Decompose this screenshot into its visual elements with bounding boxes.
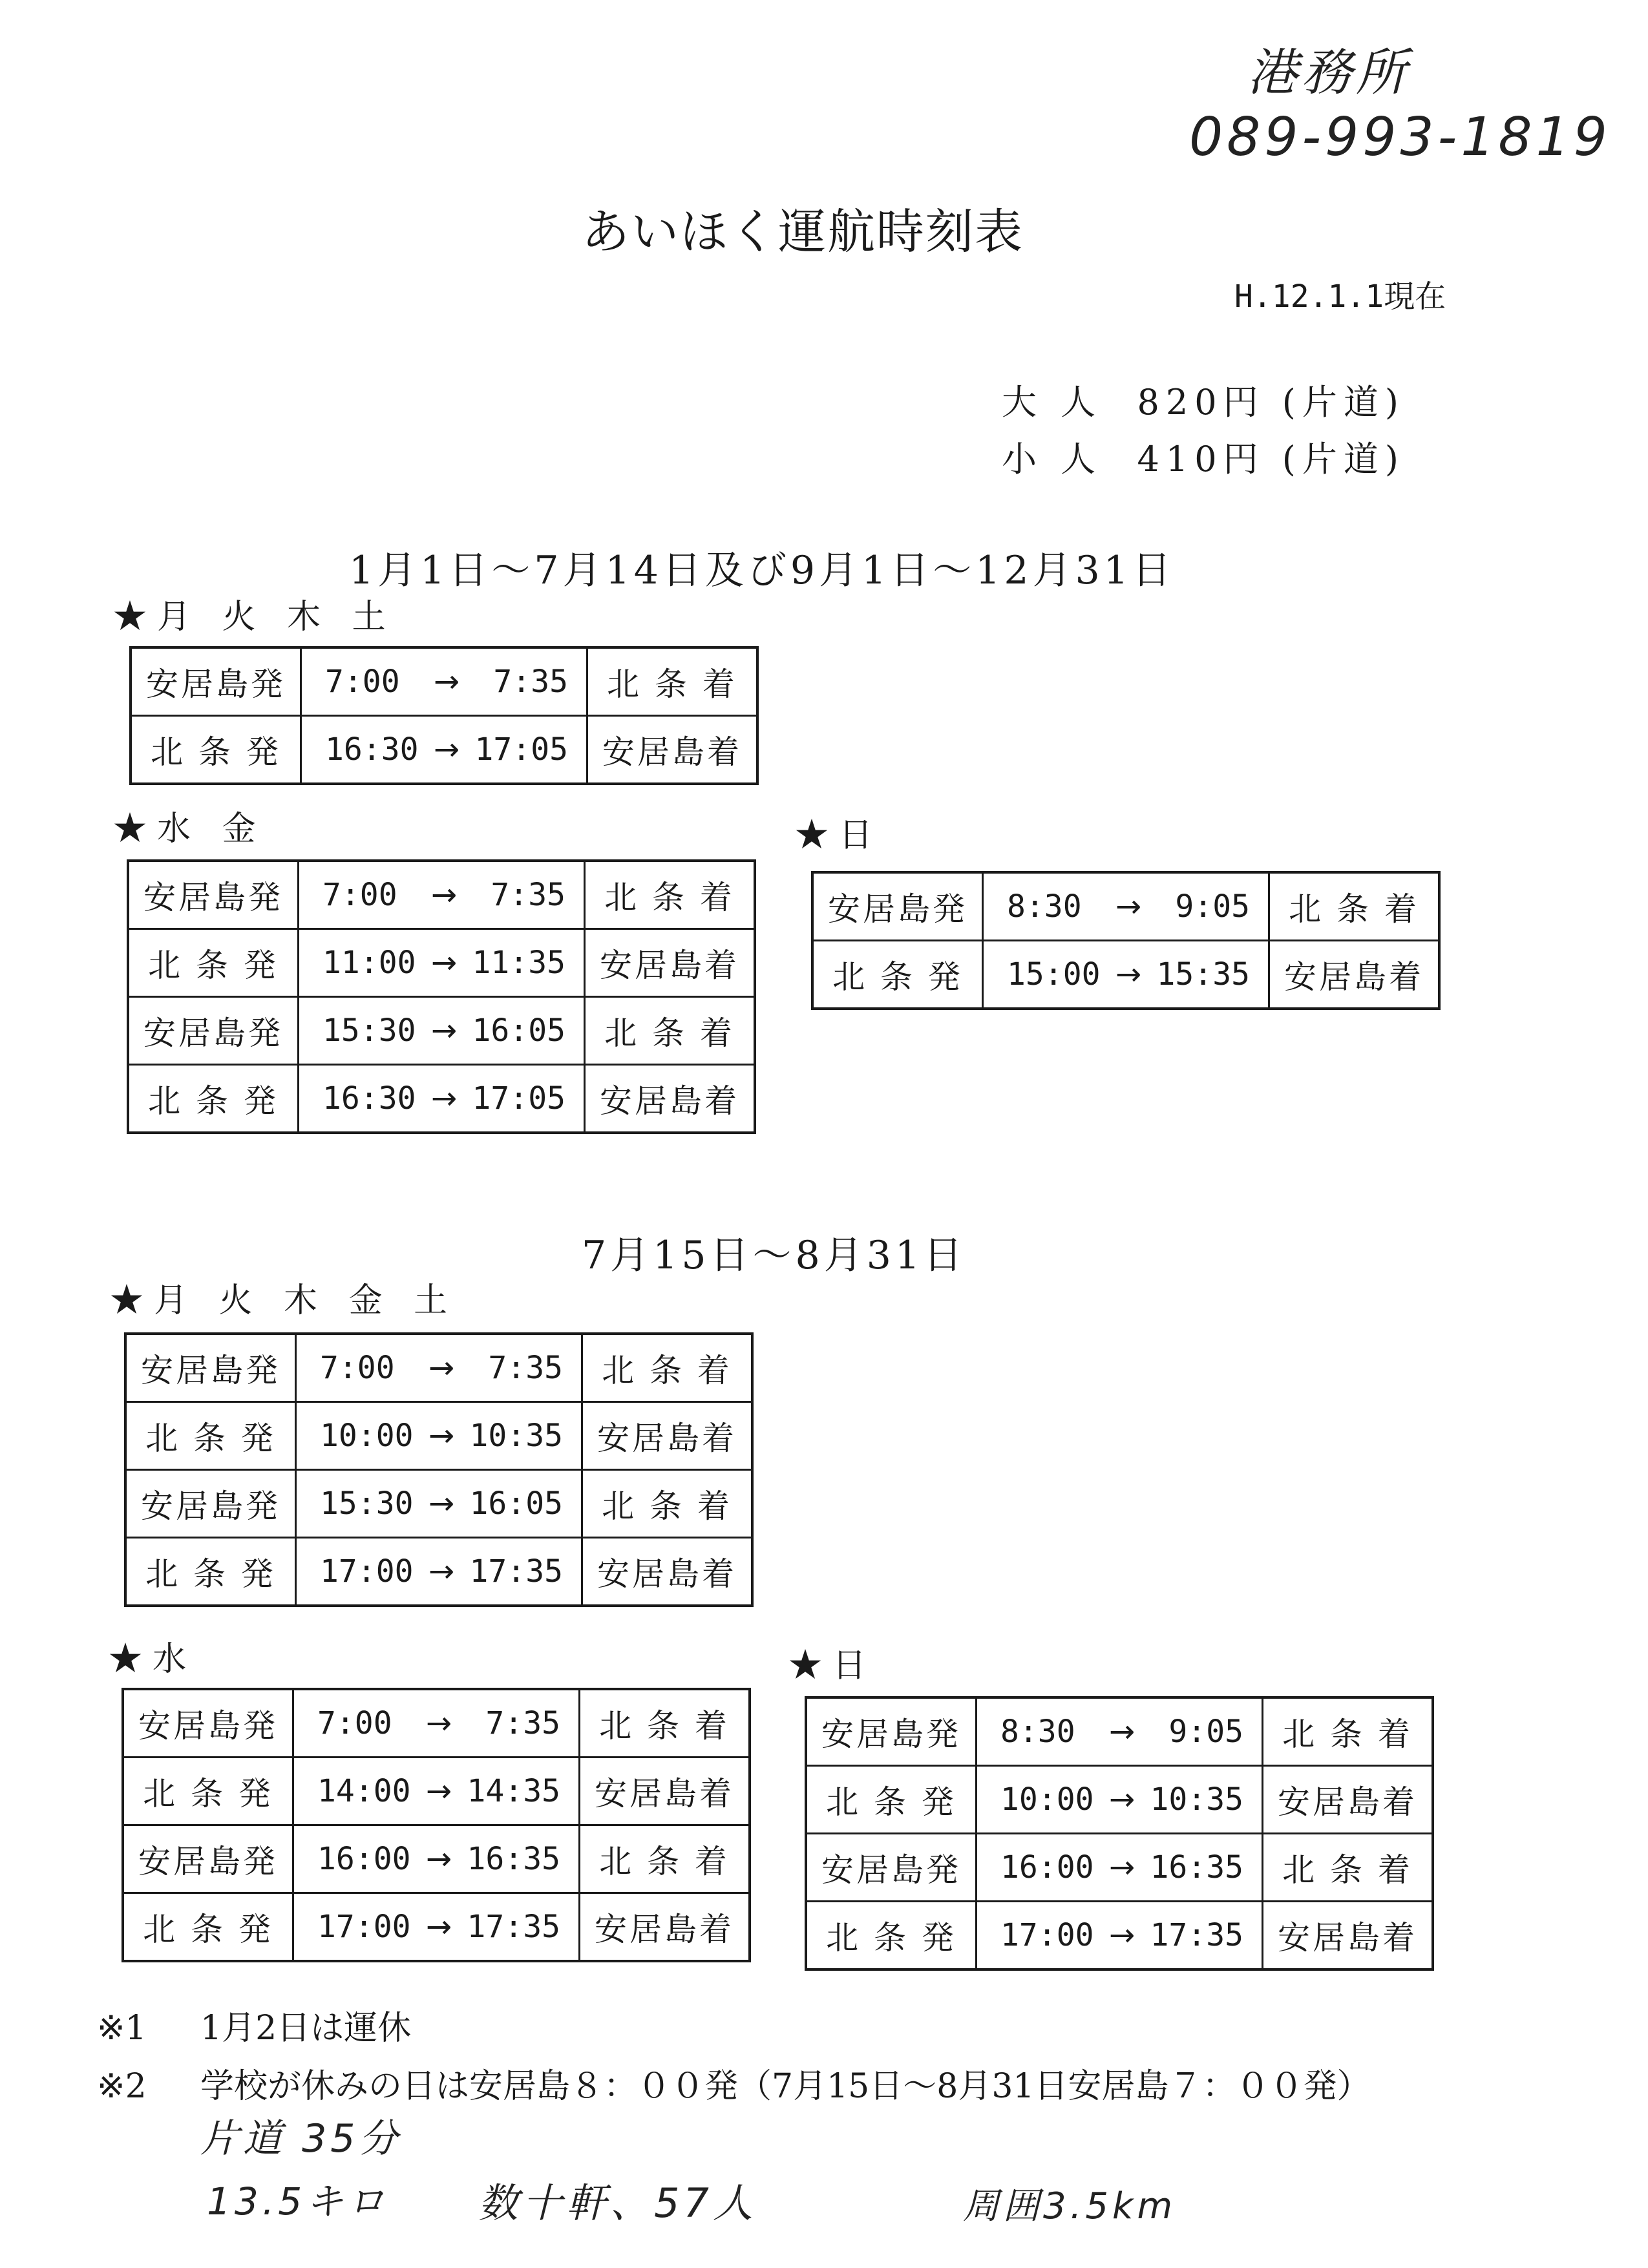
arrow-icon: → <box>1115 956 1142 992</box>
timetable <box>811 871 1441 1010</box>
fare-note: (片道) <box>1282 439 1405 479</box>
time-cell <box>296 1538 582 1606</box>
table-row <box>125 1470 752 1538</box>
departure-time: 15:30 <box>322 1013 416 1049</box>
departure-time: 17:00 <box>317 1909 411 1945</box>
time-cell <box>977 1902 1263 1970</box>
timetable <box>121 1688 751 1962</box>
arrival-time: 17:35 <box>467 1909 560 1945</box>
time-cell <box>293 1825 580 1893</box>
arrow-icon: → <box>425 1909 452 1945</box>
arrival-port: 安居島着 <box>580 1758 750 1825</box>
arrival-time: 14:35 <box>467 1773 560 1809</box>
arrival-port: 北 条 着 <box>582 1334 753 1402</box>
departure-port: 北 条 発 <box>128 1065 299 1133</box>
handwritten-office: 港務所 <box>1247 44 1411 102</box>
arrow-icon: → <box>430 877 458 913</box>
arrow-icon: → <box>428 1418 455 1454</box>
departure-port: 安居島発 <box>125 1470 296 1538</box>
departure-time: 7:00 <box>320 1350 395 1386</box>
handwritten-circumference: 周囲3.5km <box>963 2185 1177 2227</box>
fare-price: 410円 <box>1137 439 1265 479</box>
timetable <box>129 646 759 785</box>
as-of-date: H.12.1.1現在 <box>1234 278 1446 315</box>
table-row <box>123 1825 750 1893</box>
arrival-time: 9:05 <box>1168 1714 1243 1750</box>
time-cell <box>293 1758 580 1825</box>
departure-port: 安居島発 <box>806 1697 977 1766</box>
time-cell <box>296 1470 582 1538</box>
departure-time: 16:00 <box>317 1841 411 1877</box>
arrow-icon: → <box>1108 1917 1136 1953</box>
note-1 <box>97 2000 411 2049</box>
arrival-time: 17:05 <box>474 731 568 768</box>
arrival-port: 安居島着 <box>1263 1902 1433 1970</box>
departure-time: 14:00 <box>317 1773 411 1809</box>
arrival-port: 安居島着 <box>587 716 758 784</box>
departure-port: 北 条 発 <box>131 716 301 784</box>
arrival-time: 7:35 <box>488 1350 563 1386</box>
note-text: 1月2日は運休 <box>200 2009 412 2048</box>
departure-time: 7:00 <box>322 877 397 913</box>
departure-time: 17:00 <box>1000 1917 1094 1953</box>
arrival-port: 北 条 着 <box>1263 1834 1433 1902</box>
arrival-time: 9:05 <box>1175 888 1250 925</box>
arrival-time: 16:35 <box>1150 1849 1243 1885</box>
table-row <box>123 1758 750 1825</box>
arrival-time: 15:35 <box>1156 956 1250 992</box>
departure-time: 7:00 <box>325 664 400 700</box>
time-cell <box>983 941 1269 1009</box>
arrival-port: 安居島着 <box>1269 941 1440 1009</box>
time-cell <box>301 716 587 784</box>
arrival-time: 11:35 <box>472 945 565 981</box>
arrival-port: 北 条 着 <box>582 1470 753 1538</box>
days-label: ★日 <box>795 816 883 855</box>
departure-time: 10:00 <box>1000 1781 1094 1818</box>
departure-time: 8:30 <box>1007 888 1082 925</box>
arrival-time: 17:35 <box>469 1553 563 1590</box>
arrival-port: 安居島着 <box>582 1538 753 1606</box>
departure-time: 17:00 <box>320 1553 414 1590</box>
departure-time: 16:30 <box>325 731 419 768</box>
departure-port: 北 条 発 <box>812 941 983 1009</box>
departure-port: 北 条 発 <box>806 1766 977 1834</box>
time-cell <box>301 647 587 716</box>
departure-port: 北 条 発 <box>125 1538 296 1606</box>
time-cell <box>299 929 585 997</box>
arrival-port: 北 条 着 <box>1263 1697 1433 1766</box>
arrow-icon: → <box>428 1553 455 1590</box>
departure-time: 7:00 <box>317 1705 392 1741</box>
table-row <box>128 997 755 1065</box>
arrival-time: 17:05 <box>472 1080 565 1117</box>
days-label: ★日 <box>788 1646 877 1685</box>
fare-note: (片道) <box>1282 382 1405 423</box>
table-row <box>806 1697 1433 1766</box>
fare-adult <box>1002 375 1405 425</box>
table-row <box>806 1834 1433 1902</box>
departure-port: 北 条 発 <box>806 1902 977 1970</box>
days-label: ★水 金 <box>113 810 266 848</box>
fare-label: 大 人 <box>1002 382 1103 423</box>
table-row <box>812 941 1439 1009</box>
arrival-port: 安居島着 <box>582 1402 753 1470</box>
table-row <box>128 861 755 929</box>
arrow-icon: → <box>1108 1849 1136 1885</box>
departure-port: 北 条 発 <box>123 1893 293 1962</box>
page-title: あいほく運航時刻表 <box>582 204 1024 260</box>
arrival-time: 10:35 <box>1150 1781 1243 1818</box>
departure-port: 安居島発 <box>125 1334 296 1402</box>
table-row <box>125 1334 752 1402</box>
table-row <box>128 1065 755 1133</box>
timetable <box>127 859 756 1134</box>
departure-time: 15:00 <box>1007 956 1101 992</box>
departure-port: 北 条 発 <box>123 1758 293 1825</box>
arrival-time: 7:35 <box>485 1705 560 1741</box>
arrival-port: 安居島着 <box>1263 1766 1433 1834</box>
arrival-port: 北 条 着 <box>585 861 755 929</box>
table-row <box>131 647 757 716</box>
departure-port: 安居島発 <box>812 872 983 941</box>
arrival-port: 北 条 着 <box>1269 872 1440 941</box>
arrow-icon: → <box>433 664 460 700</box>
table-row <box>123 1689 750 1758</box>
arrival-time: 16:05 <box>472 1013 565 1049</box>
departure-port: 北 条 発 <box>128 929 299 997</box>
note-mark: ※1 <box>97 2009 147 2048</box>
arrival-time: 7:35 <box>491 877 565 913</box>
note-text: 学校が休みの日は安居島８：００発（7月15日～8月31日安居島７：００発） <box>200 2067 1371 2106</box>
table-row <box>131 716 757 784</box>
time-cell <box>977 1766 1263 1834</box>
arrow-icon: → <box>428 1486 455 1522</box>
arrival-port: 北 条 着 <box>587 647 758 716</box>
departure-port: 安居島発 <box>123 1825 293 1893</box>
departure-time: 15:30 <box>320 1486 414 1522</box>
time-cell <box>983 872 1269 941</box>
arrival-time: 17:35 <box>1150 1917 1243 1953</box>
arrow-icon: → <box>430 1013 458 1049</box>
period-heading: 1月1日～7月14日及び9月1日～12月31日 <box>349 548 1175 593</box>
arrow-icon: → <box>430 945 458 981</box>
departure-port: 安居島発 <box>128 997 299 1065</box>
time-cell <box>299 1065 585 1133</box>
table-row <box>128 929 755 997</box>
handwritten-distance: 13.5キロ <box>207 2179 389 2223</box>
arrival-port: 安居島着 <box>585 1065 755 1133</box>
arrival-port: 北 条 着 <box>585 997 755 1065</box>
arrow-icon: → <box>1115 888 1142 925</box>
time-cell <box>299 861 585 929</box>
timetable <box>805 1696 1434 1971</box>
table-row <box>812 872 1439 941</box>
arrow-icon: → <box>425 1841 452 1877</box>
handwritten-one-way-time: 片道 35分 <box>200 2116 402 2161</box>
time-cell <box>293 1689 580 1758</box>
arrival-time: 10:35 <box>469 1418 563 1454</box>
table-row <box>125 1538 752 1606</box>
time-cell <box>296 1334 582 1402</box>
time-cell <box>977 1697 1263 1766</box>
departure-time: 8:30 <box>1000 1714 1075 1750</box>
arrival-port: 安居島着 <box>580 1893 750 1962</box>
departure-port: 安居島発 <box>128 861 299 929</box>
days-label: ★水 <box>109 1640 197 1679</box>
arrow-icon: → <box>430 1080 458 1117</box>
fare-child <box>1002 432 1405 481</box>
table-row <box>806 1902 1433 1970</box>
arrival-time: 16:05 <box>469 1486 563 1522</box>
departure-port: 安居島発 <box>131 647 301 716</box>
arrival-time: 7:35 <box>493 664 568 700</box>
fare-price: 820円 <box>1137 382 1265 423</box>
table-row <box>125 1402 752 1470</box>
days-label: ★月 火 木 金 土 <box>110 1281 458 1320</box>
departure-time: 16:00 <box>1000 1849 1094 1885</box>
time-cell <box>296 1402 582 1470</box>
period-heading: 7月15日～8月31日 <box>582 1233 967 1278</box>
departure-time: 11:00 <box>322 945 416 981</box>
table-row <box>123 1893 750 1962</box>
handwritten-households: 数十軒、57人 <box>478 2179 757 2227</box>
arrival-time: 16:35 <box>467 1841 560 1877</box>
handwritten-phone: 089-993-1819 <box>1189 107 1611 168</box>
departure-time: 16:30 <box>322 1080 416 1117</box>
departure-port: 安居島発 <box>123 1689 293 1758</box>
arrow-icon: → <box>433 731 460 768</box>
arrow-icon: → <box>1108 1781 1136 1818</box>
note-mark: ※2 <box>97 2067 147 2106</box>
time-cell <box>977 1834 1263 1902</box>
departure-port: 北 条 発 <box>125 1402 296 1470</box>
arrival-port: 安居島着 <box>585 929 755 997</box>
fare-label: 小 人 <box>1002 439 1103 479</box>
arrow-icon: → <box>1108 1714 1136 1750</box>
table-row <box>806 1766 1433 1834</box>
time-cell <box>293 1893 580 1962</box>
arrow-icon: → <box>425 1705 452 1741</box>
days-label: ★月 火 木 土 <box>113 598 396 636</box>
arrival-port: 北 条 着 <box>580 1825 750 1893</box>
time-cell <box>299 997 585 1065</box>
arrival-port: 北 条 着 <box>580 1689 750 1758</box>
note-2 <box>97 2059 1371 2107</box>
arrow-icon: → <box>428 1350 455 1386</box>
departure-time: 10:00 <box>320 1418 414 1454</box>
departure-port: 安居島発 <box>806 1834 977 1902</box>
timetable <box>124 1332 754 1607</box>
arrow-icon: → <box>425 1773 452 1809</box>
